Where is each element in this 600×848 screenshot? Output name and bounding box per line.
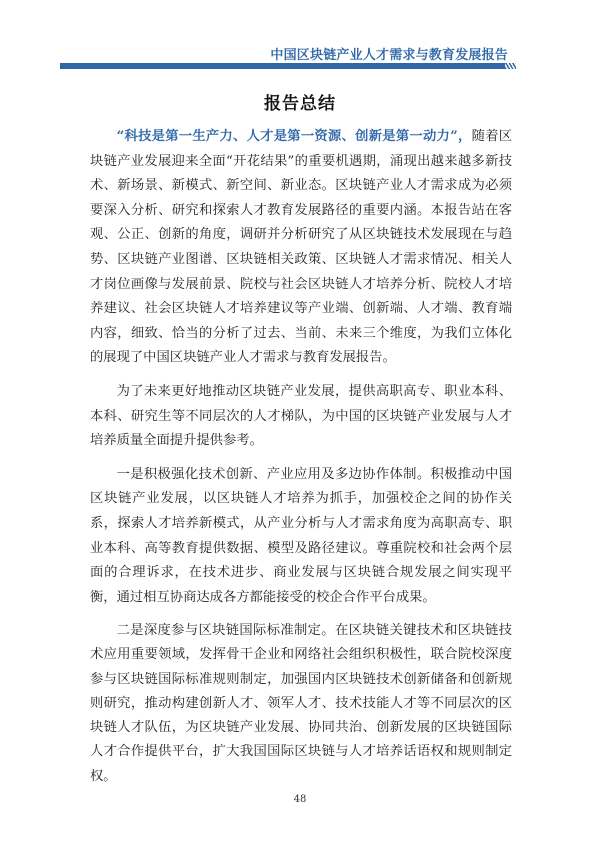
paragraph-1-text: 随着区块链产业发展迎来全面“开花结果”的重要机遇期，涌现出越来越多新技术、新场景、新模式、新空间、新业态。区块链产业人才需求成为必须要深入分析、研究和探索人才教育发展路径的重要内涵。本报告站在客观、公正、创新的角度，调研并分析研究了从区块链技术发展现在与趋势、区块链产业图谱、区块链相关政策、区块链人才需求情况、相关人才岗位画像与发展前景、院校与社会区块链人才培养分析、院校人才培养建议、社会区块链人才培养建议等产业端、创新端、人才端、教育端内容，细致、恰当的分析了过去、当前、未来三个维度，为我们立体化的展现了中国区块链产业人才需求与教育发展报告。 [90,129,513,366]
running-header-title: 中国区块链产业人才需求与教育发展报告 [270,48,508,63]
header-rule-hatch [505,63,516,69]
highlighted-quote: “科技是第一生产力、人才是第一资源、创新是第一动力”， [116,129,472,144]
header-rule [60,63,516,69]
paragraph-3: 一是积极强化技术创新、产业应用及多边协作体制。积极推动中国区块链产业发展，以区块链人才培养为抓手，加强校企之间的协作关系，探索人才培养新模式，从产业分析与人才需求角度为高职高专、职业本科、高等教育提供数据、模型及路径建议。尊重院校和社会两个层面的合理诉求，在技术进步、商业发展与区块链合规发展之间实现平衡，通过相互协商达成各方都能接受的校企合作平台成果。 [90,466,512,605]
paragraph-2: 为了未来更好地推动区块链产业发展，提供高职高专、职业本科、本科、研究生等不同层次的人才梯队，为中国的区块链产业发展与人才培养质量全面提升提供参考。 [90,383,512,449]
section-heading: 报告总结 [264,94,336,114]
paragraph-1 [90,125,512,371]
body-text [90,125,512,798]
paragraph-4: 二是深度参与区块链国际标准制定。在区块链关键技术和区块链技术应用重要领域，发挥骨干企业和网络社会组织积极性，联合院校深度参与区块链国际标准规则制定，加强国内区块链技术创新储备和创新规则研究，推动构建创新人才、领军人才、技术技能人才等不同层次的区块链人才队伍，为区块链产业发展、协同共治、创新发展的区块链国际人才合作提供平台，扩大我国国际区块链与人才培养话语权和规则制定权。 [90,623,512,784]
page-number: 48 [293,794,307,805]
